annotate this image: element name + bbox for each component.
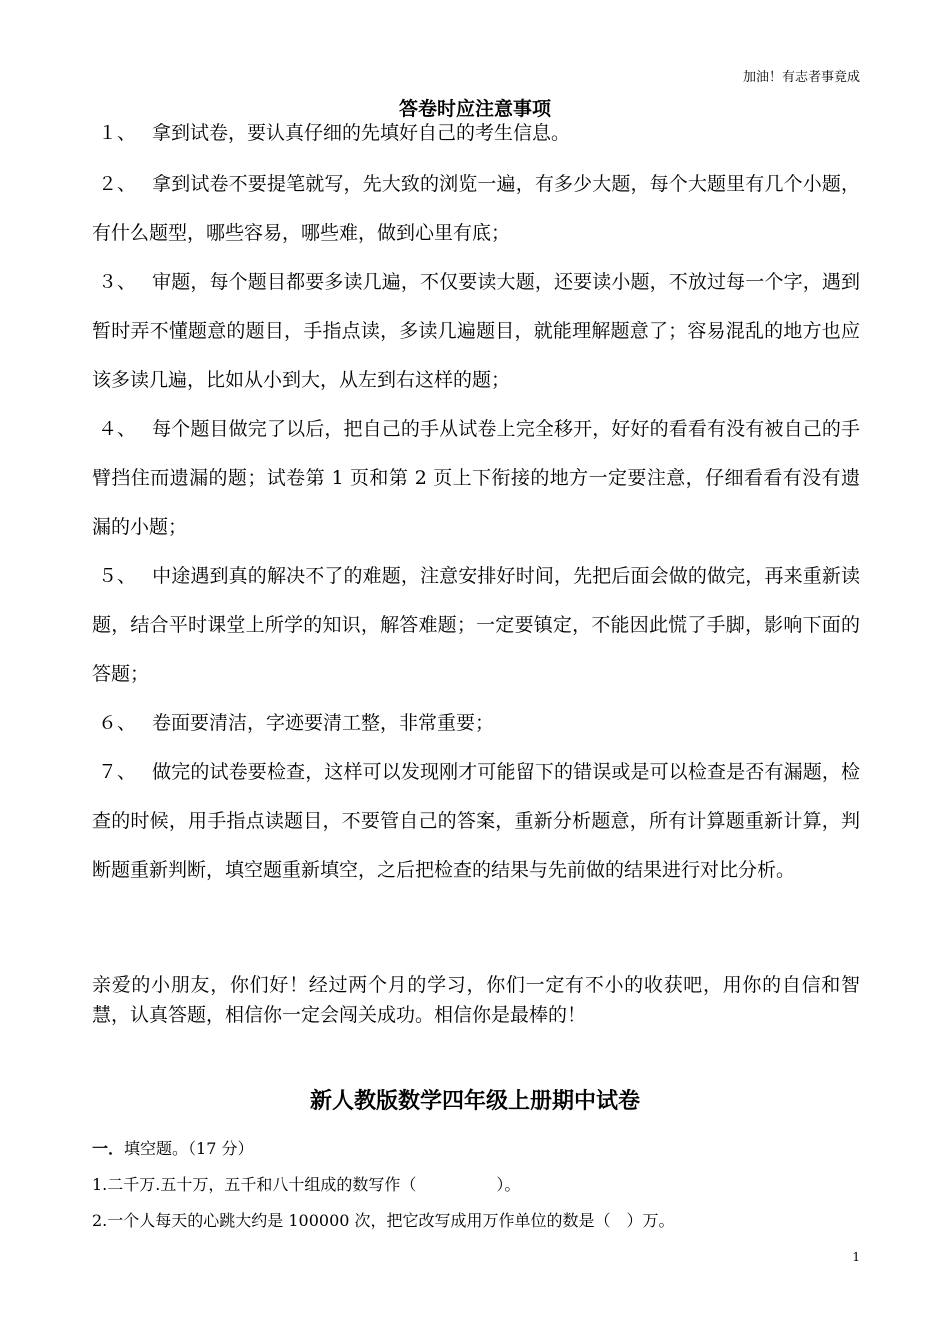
section-number: 一． xyxy=(92,1139,125,1158)
note-text: 拿到试卷不要提笔就写，先大致的浏览一遍，有多少大题，每个大题里有几个小题，有什么题型，哪些容易，哪些难，做到心里有底； xyxy=(92,173,860,244)
exam-title: 新人教版数学四年级上册期中试卷 xyxy=(309,1088,640,1114)
note-item xyxy=(92,552,860,699)
note-number: ３、 xyxy=(98,271,137,293)
note-number: ７、 xyxy=(98,761,137,783)
question-2: 2.一个人每天的心跳大约是 100000 次，把它改写成用万作单位的数是（ ）万。 xyxy=(92,1211,675,1230)
greeting-paragraph: 亲爱的小朋友，你们好！经过两个月的学习，你们一定有不小的收获吧，用你的自信和智慧，认真答题，相信你一定会闯关成功。相信你是最棒的！ xyxy=(92,974,860,1026)
note-item xyxy=(92,160,860,258)
note-text: 每个题目做完了以后，把自己的手从试卷上完全移开，好好的看看有没有被自己的手臂挡住而遗漏的题；试卷第 1 页和第 2 页上下衔接的地方一定要注意，仔细看看有没有遗漏的小题； xyxy=(92,418,860,538)
question-1: 1.二千万.五十万，五千和八十组成的数写作（ ）。 xyxy=(92,1175,521,1194)
page-header-motto: 加油！有志者事竟成 xyxy=(742,70,860,85)
note-item xyxy=(92,699,860,748)
page-number: 1 xyxy=(852,1250,860,1264)
note-number: ５、 xyxy=(98,565,137,587)
note-number: １、 xyxy=(98,122,137,144)
note-number: ４、 xyxy=(98,418,137,440)
note-item xyxy=(92,748,860,895)
note-item xyxy=(92,405,860,552)
note-number: ２、 xyxy=(98,173,137,195)
note-text: 审题，每个题目都要多读几遍，不仅要读大题，还要读小题，不放过每一个字，遇到暂时弄不懂题意的题目，手指点读，多读几遍题目，就能理解题意了；容易混乱的地方也应该多读几遍，比如从小到大，从左到右这样的题； xyxy=(92,271,860,391)
note-text: 中途遇到真的解决不了的难题，注意安排好时间，先把后面会做的做完，再来重新读题，结合平时课堂上所学的知识，解答难题；一定要镇定，不能因此慌了手脚，影响下面的答题； xyxy=(92,565,860,685)
note-item xyxy=(92,118,860,148)
notes-title: 答卷时应注意事项 xyxy=(398,98,551,120)
note-text: 卷面要清洁，字迹要清工整，非常重要； xyxy=(152,712,495,734)
note-number: ６、 xyxy=(98,712,137,734)
note-text: 做完的试卷要检查，这样可以发现刚才可能留下的错误或是可以检查是否有漏题，检查的时候，用手指点读题目，不要管自己的答案，重新分析题意，所有计算题重新计算，判断题重新判断，填空题重新填空，之后把检查的结果与先前做的结果进行对比分析。 xyxy=(92,761,860,881)
notes-list xyxy=(92,118,860,895)
note-item xyxy=(92,258,860,405)
note-text: 拿到试卷，要认真仔细的先填好自己的考生信息。 xyxy=(152,122,571,144)
section-heading xyxy=(92,1136,253,1159)
section-label: 填空题。（17 分） xyxy=(124,1139,254,1158)
